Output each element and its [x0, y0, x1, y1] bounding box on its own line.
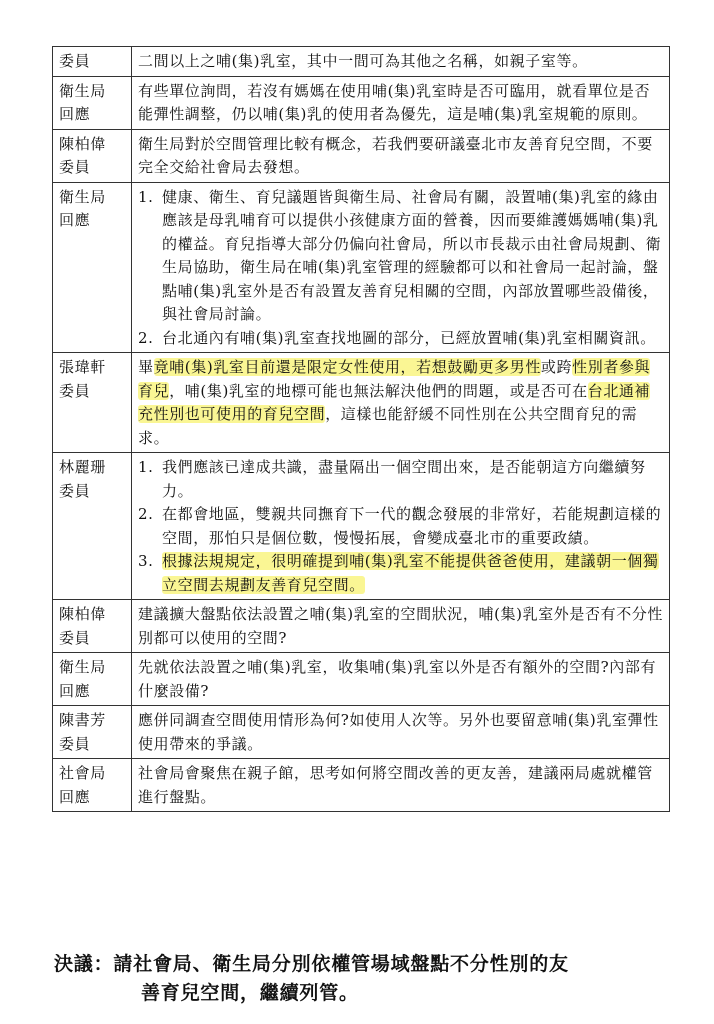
speaker-role: 委員	[59, 734, 91, 753]
speaker-name: 張瑋軒	[59, 358, 106, 376]
speaker-name: 衛生局	[59, 81, 106, 100]
speaker-name: 陳柏偉	[59, 605, 106, 623]
speaker-cell	[53, 182, 132, 353]
resolution-line: 善育兒空間，繼續列管。	[141, 982, 359, 1004]
speaker-cell	[53, 759, 132, 812]
speaker-name: 陳柏偉	[59, 134, 106, 153]
list-item	[138, 550, 663, 597]
item-number: 1.	[138, 187, 154, 206]
table-row	[53, 47, 670, 77]
speaker-cell	[53, 706, 132, 759]
speaker-cell	[53, 600, 132, 653]
minutes-table	[52, 46, 670, 812]
speaker-role: 委員	[59, 381, 91, 400]
table-row	[53, 759, 670, 812]
content-cell	[132, 453, 670, 600]
speaker-role: 委員	[59, 481, 91, 500]
item-text: 健康、衛生、育兒議題皆與衛生局、社會局有關，設置哺(集)乳室的緣由應該是母乳哺育可以提供小孩健康方面的營養，因而要維護媽媽哺(集)乳的權益。育兒指導大部分仍偏向社會局，所以市長裁示由社會局規劃、衛生局協助，衛生局在哺(集)乳室管理的經驗都可以和社會局一起討論，盤點哺(集)乳室外是否有設置友善育兒相關的空間，內部放置哪些設備後，與社會局討論。	[162, 187, 662, 323]
speaker-role: 委員	[59, 628, 91, 647]
item-number: 2.	[138, 328, 154, 347]
speaker-name: 委員	[59, 52, 91, 70]
statement-text: 建議擴大盤點依法設置之哺(集)乳室的空間狀況，哺(集)乳室外是否有不分性別都可以使用的空間?	[138, 605, 664, 647]
speaker-name: 林麗珊	[59, 458, 106, 476]
content-cell	[132, 182, 670, 353]
statement-text: 衛生局對於空間管理比較有概念，若我們要研議臺北市友善育兒空間，不要完全交給社會局去發想。	[138, 134, 653, 176]
table-row	[53, 182, 670, 353]
resolution-line: 決議：請社會局、衛生局分別依權管場域盤點不分性別的友	[54, 953, 569, 975]
list-item	[138, 456, 663, 503]
content-cell	[132, 129, 670, 182]
highlighted-text: 台北通補充性別也可使用的育兒空間	[138, 381, 651, 423]
speaker-cell	[53, 47, 132, 77]
list-item	[138, 503, 663, 550]
statement-part: ，這樣也能舒緩不同性別在公共空間育兒的需求。	[138, 405, 638, 447]
speaker-name: 衛生局	[59, 658, 106, 676]
speaker-role: 回應	[59, 681, 91, 700]
numbered-list	[138, 186, 663, 351]
content-cell	[132, 653, 670, 706]
table-row	[53, 353, 670, 453]
highlighted-text: 根據法規規定，很明確提到哺(集)乳室不能提供爸爸使用，建議朝一個獨立空間去規劃友善育兒空間。	[162, 552, 659, 594]
speaker-name: 陳書芳	[59, 711, 106, 729]
speaker-role: 回應	[59, 787, 91, 806]
highlighted-text: 竟哺(集)乳室目前還是限定女性使用，若想鼓勵更多男性	[153, 358, 541, 376]
content-cell	[132, 76, 670, 129]
speaker-role: 委員	[59, 158, 91, 176]
list-item	[138, 327, 663, 351]
content-cell	[132, 600, 670, 653]
item-text: 台北通內有哺(集)乳室查找地圖的部分，已經放置哺(集)乳室相關資訊。	[162, 328, 656, 347]
speaker-role: 回應	[59, 105, 91, 123]
speaker-role: 回應	[59, 211, 91, 229]
item-text: 在都會地區，雙親共同撫育下一代的觀念發展的非常好，若能規劃這樣的空間，那怕只是個位數，慢慢拓展，會變成臺北市的重要政績。	[162, 505, 662, 547]
content-cell	[132, 47, 670, 77]
minutes-table-body	[53, 47, 670, 812]
statement-text: 應併同調查空間使用情形為何?如使用人次等。另外也要留意哺(集)乳室彈性使用帶來的爭議。	[138, 711, 659, 753]
table-row	[53, 453, 670, 600]
resolution-block	[54, 950, 674, 1008]
item-number: 3.	[138, 552, 154, 570]
speaker-name: 衛生局	[59, 187, 106, 206]
speaker-cell	[53, 353, 132, 453]
table-row	[53, 653, 670, 706]
statement-text: 有些單位詢問，若沒有媽媽在使用哺(集)乳室時是否可臨用，就看單位是否能彈性調整，仍以哺(集)乳的使用者為優先，這是哺(集)乳室規範的原則。	[138, 81, 651, 123]
content-cell	[132, 353, 670, 453]
speaker-cell	[53, 653, 132, 706]
speaker-name: 社會局	[59, 764, 106, 782]
statement-part: 或跨	[540, 358, 573, 376]
statement-part: ，哺(集)乳室的地標可能也無法解決他們的問題，或是否可在	[169, 381, 588, 400]
speaker-cell	[53, 453, 132, 600]
item-text: 我們應該已達成共識，盡量隔出一個空間出來，是否能朝這方向繼續努力。	[162, 458, 646, 500]
statement-text: 社會局會聚焦在親子館，思考如何將空間改善的更友善，建議兩局處就權管進行盤點。	[138, 764, 653, 806]
list-item	[138, 186, 663, 327]
item-number: 2.	[138, 505, 154, 523]
table-row	[53, 76, 670, 129]
speaker-cell	[53, 76, 132, 129]
table-row	[53, 129, 670, 182]
table-row	[53, 706, 670, 759]
content-cell	[132, 759, 670, 812]
speaker-cell	[53, 129, 132, 182]
statement-part: 畢	[138, 358, 154, 376]
numbered-list	[138, 456, 663, 597]
statement-text: 先就依法設置之哺(集)乳室，收集哺(集)乳室以外是否有額外的空間?內部有什麼設備?	[138, 658, 657, 700]
table-row	[53, 600, 670, 653]
content-cell	[132, 706, 670, 759]
item-number: 1.	[138, 458, 154, 476]
highlighted-text: 性別者參與育兒	[138, 358, 651, 400]
statement-text: 二間以上之哺(集)乳室，其中一間可為其他之名稱，如親子室等。	[138, 52, 588, 70]
